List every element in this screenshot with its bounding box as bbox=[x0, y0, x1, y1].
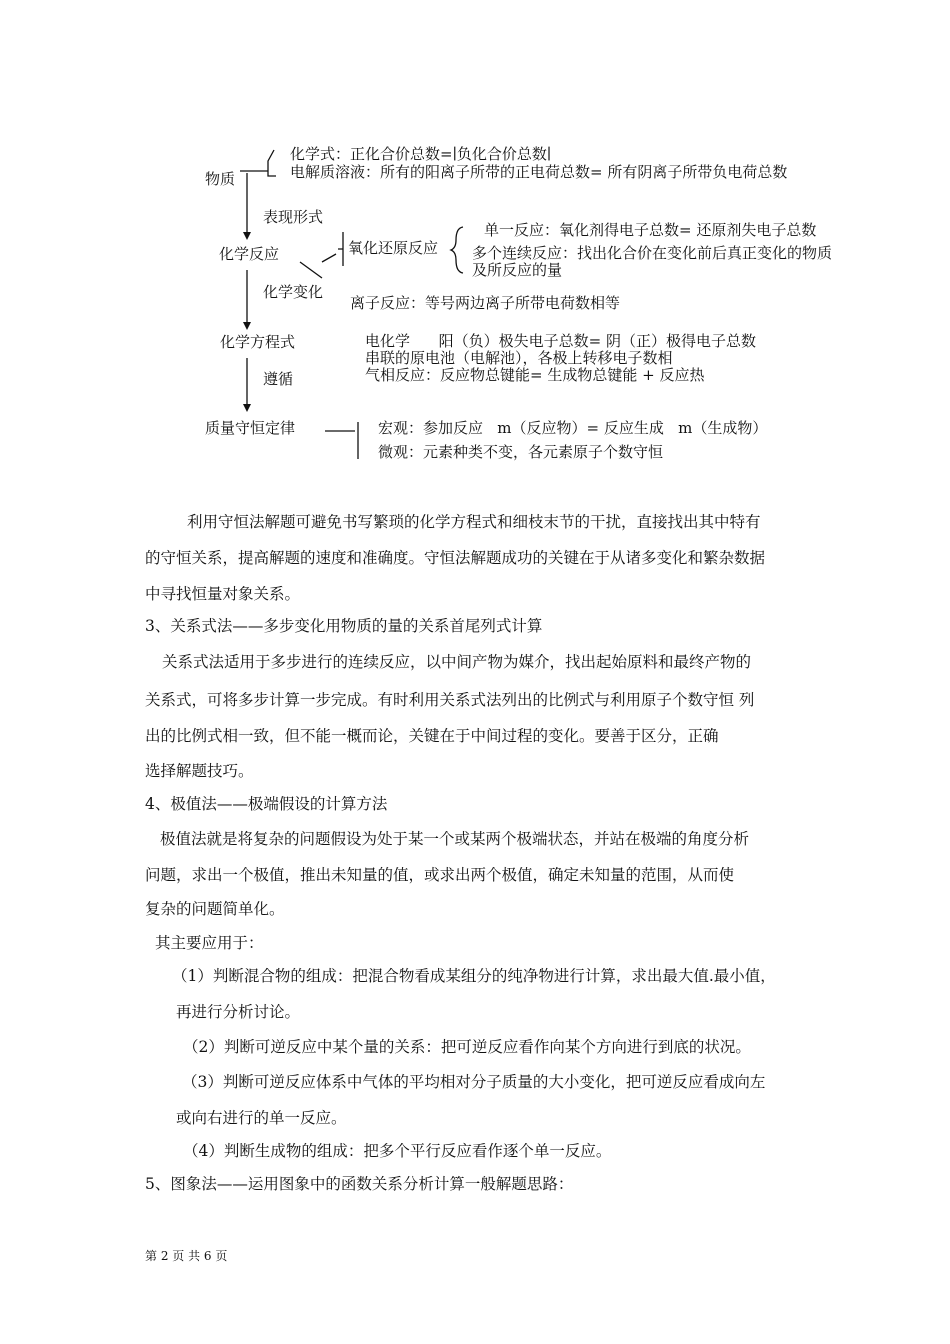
diagram-duoge-line-1: 多个连续反应：找出化合价在变化前后真正变化的物质 bbox=[472, 244, 833, 262]
paragraph-1-line-2: 的守恒关系，提高解题的速度和准确度。守恒法解题成功的关键在于从诸多变化和繁杂数据 bbox=[145, 549, 766, 567]
diagram-node-fangchengshi: 化学方程式 bbox=[220, 333, 296, 351]
section-heading-3: 3、关系式法——多步变化用物质的量的关系首尾列式计算 bbox=[145, 617, 543, 635]
list-item-4: （4）判断生成物的组成：把多个平行反应看作逐个单一反应。 bbox=[183, 1142, 612, 1160]
diagram-qixiang-fanying: 气相反应：反应物总键能= 生成物总键能 + 反应热 bbox=[365, 366, 705, 384]
list-item-3-line-1: （3）判断可逆反应体系中气体的平均相对分子质量的大小变化，把可逆反应看成向左 bbox=[182, 1073, 766, 1091]
diagram-node-yanghua-huanyuan: 氧化还原反应 bbox=[348, 239, 439, 257]
diagram-danyi-fanying: 单一反应：氧化剂得电子总数= 还原剂失电子总数 bbox=[484, 221, 817, 239]
diagram-dianhua-line-2: 串联的原电池（电解池），各极上转移电子数相 bbox=[365, 349, 673, 367]
paragraph-1-line-3: 中寻找恒量对象关系。 bbox=[145, 585, 301, 603]
paragraph-3-line-2: 关系式，可将多步计算一步完成。有时利用关系式法列出的比例式与利用原子个数守恒 列 bbox=[145, 691, 755, 709]
list-item-3-line-2: 或向右进行的单一反应。 bbox=[176, 1109, 347, 1127]
section-heading-5: 5、图象法——运用图象中的函数关系分析计算一般解题思路： bbox=[145, 1175, 574, 1193]
diagram-label-zunxun: 遵循 bbox=[263, 370, 294, 388]
diagram-label-huaxue-bianhua: 化学变化 bbox=[263, 283, 324, 301]
diagram-node-zhiliang-shouheng: 质量守恒定律 bbox=[205, 419, 296, 437]
diagram-node-huaxue-fanying: 化学反应 bbox=[219, 245, 280, 263]
diagram-duoge-line-2: 及所反应的量 bbox=[472, 261, 563, 279]
diagram-dianhua-line-1: 电化学 阳（负）极失电子总数= 阴（正）极得电子总数 bbox=[365, 332, 756, 350]
page-footer: 第 2 页 共 6 页 bbox=[145, 1249, 228, 1263]
paragraph-4-line-3: 复杂的问题简单化。 bbox=[145, 900, 285, 918]
paragraph-4-line-4: 其主要应用于： bbox=[155, 934, 264, 952]
paragraph-1-line-1: 利用守恒法解题可避免书写繁琐的化学方程式和细枝末节的干扰，直接找出其中特有 bbox=[187, 513, 761, 531]
diagram-node-wuzhi: 物质 bbox=[205, 170, 236, 188]
diagram-lizi-fanying: 离子反应：等号两边离子所带电荷数相等 bbox=[350, 294, 621, 312]
paragraph-3-line-1: 关系式法适用于多步进行的连续反应，以中间产物为媒介，找出起始原料和最终产物的 bbox=[162, 653, 752, 671]
list-item-1-line-2: 再进行分析讨论。 bbox=[176, 1003, 301, 1021]
diagram-hongguan: 宏观：参加反应 m（反应物）= 反应生成 m（生成物） bbox=[378, 419, 768, 437]
paragraph-3-line-4: 选择解题技巧。 bbox=[145, 762, 254, 780]
list-item-2: （2）判断可逆反应中某个量的关系：把可逆反应看作向某个方向进行到底的状况。 bbox=[183, 1038, 751, 1056]
diagram-label-biaoxian: 表现形式 bbox=[263, 208, 324, 226]
paragraph-4-line-1: 极值法就是将复杂的问题假设为处于某一个或某两个极端状态，并站在极端的角度分析 bbox=[160, 830, 750, 848]
diagram-wuzhi-line-2: 电解质溶液：所有的阳离子所带的正电荷总数= 所有阴离子所带负电荷总数 bbox=[290, 163, 788, 181]
paragraph-3-line-3: 出的比例式相一致，但不能一概而论，关键在于中间过程的变化。要善于区分，正确 bbox=[145, 727, 719, 745]
diagram-wuzhi-line-1: 化学式：正化合价总数=∣负化合价总数∣ bbox=[290, 145, 552, 163]
list-item-1-line-1: （1）判断混合物的组成：把混合物看成某组分的纯净物进行计算，求出最大值.最小值， bbox=[172, 967, 776, 985]
section-heading-4: 4、极值法——极端假设的计算方法 bbox=[145, 795, 388, 813]
diagram-weiguan: 微观：元素种类不变，各元素原子个数守恒 bbox=[378, 443, 664, 461]
paragraph-4-line-2: 问题，求出一个极值，推出未知量的值，或求出两个极值，确定未知量的范围，从而使 bbox=[145, 866, 735, 884]
